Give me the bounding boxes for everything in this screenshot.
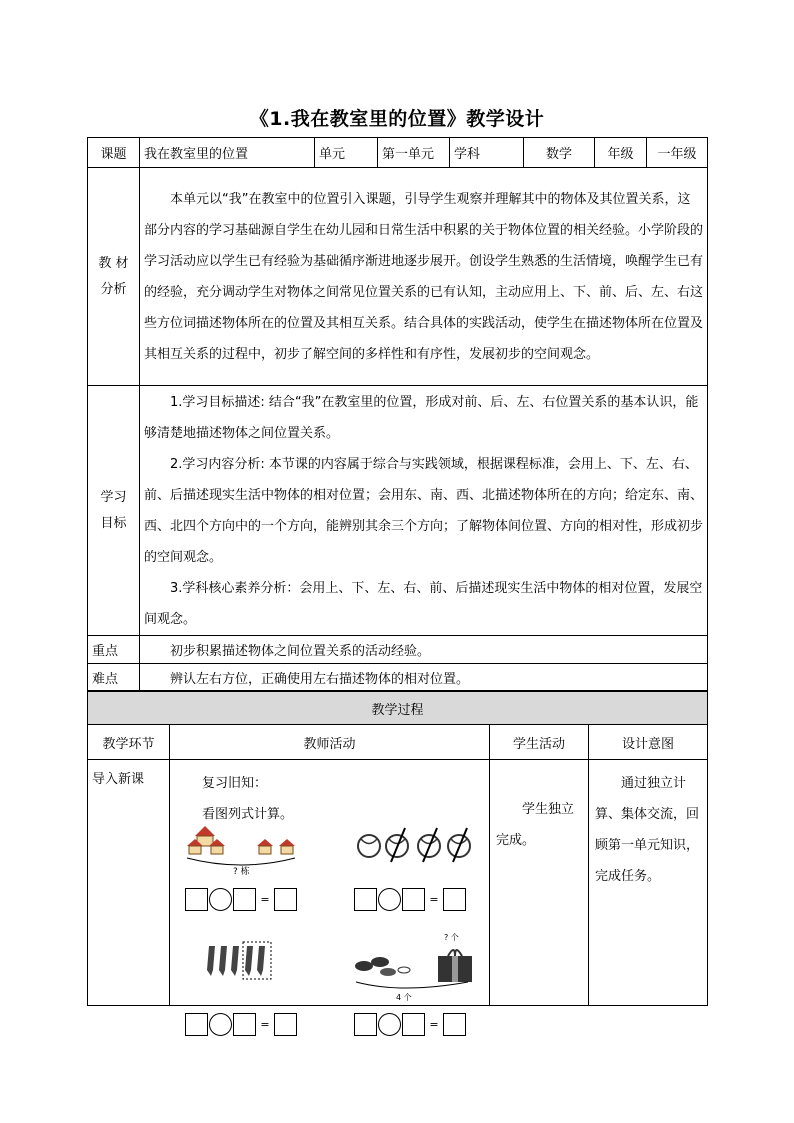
- equals-sign: =: [429, 893, 439, 906]
- brace-icon: [356, 982, 468, 988]
- goals-row: [88, 386, 708, 636]
- house-icon: [187, 826, 295, 854]
- process-header-row: [88, 725, 708, 760]
- header-intent: 设计意图: [589, 725, 708, 760]
- info-row: [88, 138, 708, 168]
- gift-question-label: ? 个: [444, 933, 459, 942]
- teacher-line-2: 看图列式计算。: [202, 807, 294, 822]
- answer-box[interactable]: [354, 888, 377, 911]
- answer-box[interactable]: [274, 888, 297, 911]
- unit-label: 单元: [315, 138, 378, 168]
- houses-picture: [185, 822, 300, 877]
- answer-box[interactable]: [402, 888, 425, 911]
- answer-box[interactable]: [443, 1013, 466, 1036]
- goal-item-1: 1.学习目标描述: 结合“我”在教室里的位置，形成对前、后、左、右位置关系的基本认识，能够清楚地描述物体之间位置关系。: [144, 394, 699, 441]
- operator-circle[interactable]: [378, 888, 401, 911]
- goals-text-cell: [140, 386, 708, 636]
- grade-value: 一年级: [647, 138, 708, 168]
- key-point-label: 重点: [88, 636, 140, 664]
- subject-value: 数学: [524, 138, 595, 168]
- gift-icon: [438, 950, 472, 982]
- equals-sign: =: [260, 893, 270, 906]
- pencils-picture: [203, 940, 275, 980]
- equation-1: [185, 888, 298, 911]
- brace-icon: [187, 858, 295, 865]
- ring-icon: [355, 957, 410, 976]
- balls-picture: [355, 824, 473, 864]
- course-value: 我在教室里的位置: [140, 138, 315, 168]
- header-teacher: 教师活动: [170, 725, 490, 760]
- equation-2: [354, 888, 467, 911]
- operator-circle[interactable]: [209, 888, 232, 911]
- header-stage: 教学环节: [88, 725, 170, 760]
- teacher-line-1: 复习旧知：: [202, 776, 268, 791]
- info-table: [87, 137, 708, 691]
- unit-value: 第一单元: [378, 138, 450, 168]
- document-title: 《1.我在教室里的位置》教学设计: [249, 108, 545, 130]
- goal-item-3: 3.学科核心素养分析：会用上、下、左、右、前、后描述现实生活中物体的相对位置，发展空间观念。: [144, 580, 703, 627]
- equation-3: [185, 1013, 298, 1036]
- material-text-cell: [140, 168, 708, 386]
- house-question-label: ? 栋: [233, 867, 250, 877]
- student-activity: 学生独立完成。: [490, 760, 589, 1006]
- operator-circle[interactable]: [378, 1013, 401, 1036]
- key-point-row: [88, 636, 708, 664]
- key-point-text: 初步积累描述物体之间位置关系的活动经验。: [140, 636, 708, 664]
- difficulty-row: [88, 664, 708, 691]
- pencil-icon: [207, 946, 265, 976]
- process-band: 教学过程: [88, 692, 708, 725]
- material-label: 教 材 分析: [88, 168, 140, 386]
- answer-box[interactable]: [185, 1013, 208, 1036]
- answer-box[interactable]: [402, 1013, 425, 1036]
- answer-box[interactable]: [354, 1013, 377, 1036]
- stage-name: 导入新课: [88, 760, 170, 1006]
- operator-circle[interactable]: [209, 1013, 232, 1036]
- count-label: 4 个: [396, 993, 412, 1002]
- difficulty-text: 辨认左右方位，正确使用左右描述物体的相对位置。: [140, 664, 708, 691]
- equals-sign: =: [429, 1018, 439, 1031]
- difficulty-label: 难点: [88, 664, 140, 691]
- goals-label: 学习 目标: [88, 386, 140, 636]
- answer-box[interactable]: [233, 888, 256, 911]
- equation-4: [354, 1013, 467, 1036]
- volleyball-icon: [358, 835, 470, 857]
- subject-label: 学科: [450, 138, 524, 168]
- material-text: 本单元以“我”在教室中的位置引入课题，引导学生观察并理解其中的物体及其位置关系，这部分内容的学习基础源自学生在幼儿园和日常生活中积累的关于物体位置的相关经验。小学阶段的学习活动应以学生已有经验为基础循序渐进地逐步展开。创设学生熟悉的生活情境，唤醒学生已有的经验，充分调动学生对物体之间常见位置关系的已有认知，主动应用上、下、前、后、左、右这些方位词描述物体所在的位置及其相互关系。结合具体的实践活动，使学生在描述物体所在位置及其相互关系的过程中，初步了解空间的多样性和有序性，发展初步的空间观念。: [144, 191, 704, 362]
- gift-picture: [352, 930, 476, 1002]
- equals-sign: =: [260, 1018, 270, 1031]
- header-student: 学生活动: [490, 725, 589, 760]
- answer-box[interactable]: [233, 1013, 256, 1036]
- design-intent: 通过独立计算、集体交流，回顾第一单元知识，完成任务。: [589, 760, 708, 1006]
- goal-item-2: 2.学习内容分析: 本节课的内容属于综合与实践领域，根据课程标准，会用上、下、左、右、前、后描述现实生活中物体的相对位置；会用东、南、西、北描述物体所在的方向；给定东、南、西、北四个方向中的一个方向，能辨别其余三个方向；了解物体间位置、方向的相对性，形成初步的空间观念。: [144, 456, 704, 565]
- material-row: [88, 168, 708, 386]
- course-label: 课题: [88, 138, 140, 168]
- answer-box[interactable]: [443, 888, 466, 911]
- grade-label: 年级: [595, 138, 647, 168]
- answer-box[interactable]: [185, 888, 208, 911]
- answer-box[interactable]: [274, 1013, 297, 1036]
